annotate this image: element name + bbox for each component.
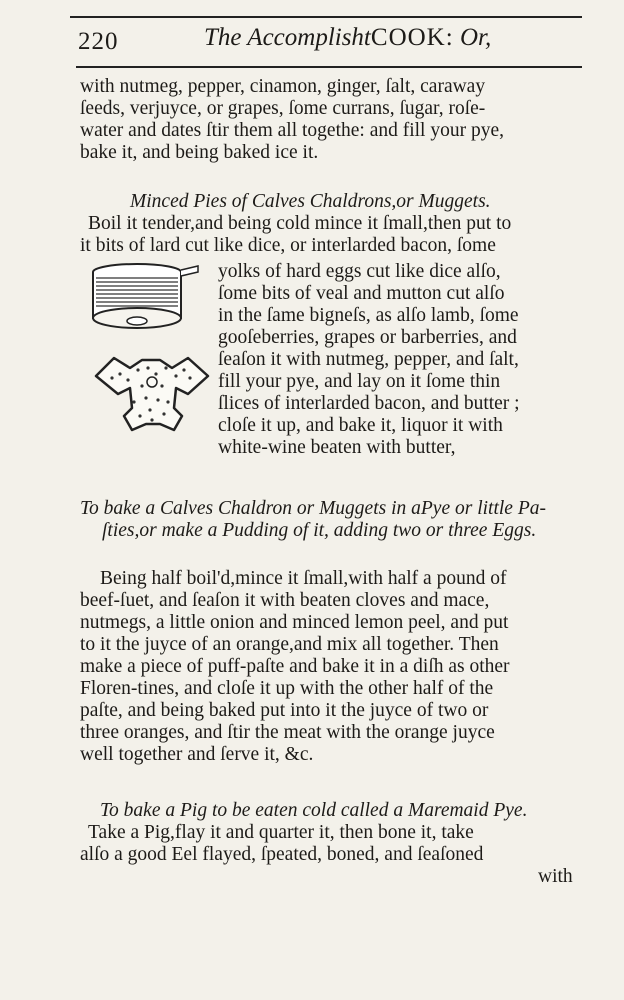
running-title-end: Or, xyxy=(459,24,492,51)
text-line: in the ſame bigneſs, as alſo lamb, ſome xyxy=(218,305,519,326)
text-line: with nutmeg, pepper, cinamon, ginger, ſalt, caraway xyxy=(80,76,486,97)
text-line: gooſeberries, grapes or barberries, and xyxy=(218,327,517,348)
text-line: ſlices of interlarded bacon, and butter ; xyxy=(218,393,520,414)
text-line: yolks of hard eggs cut like dice alſo, xyxy=(218,261,501,282)
recipe-heading: Minced Pies of Calves Chaldrons,or Muggets. xyxy=(130,191,491,212)
text-line: fill your pye, and lay on it ſome thin xyxy=(218,371,501,392)
header-rule xyxy=(76,66,582,68)
text-line: to it the juyce of an orange,and mix all together. Then xyxy=(80,634,499,655)
running-title xyxy=(204,24,491,52)
recipe-heading: ſties,or make a Pudding of it, adding two or three Eggs. xyxy=(102,520,537,541)
text-line: make a piece of puff-paſte and bake it in a diſh as other xyxy=(80,656,510,677)
top-rule xyxy=(70,16,582,18)
text-line: three oranges, and ſtir the meat with the orange juyce xyxy=(80,722,495,743)
text-line: Take a Pig,flay it and quarter it, then bone it, take xyxy=(88,822,474,843)
pie-mould-illustration xyxy=(82,262,202,336)
recipe-heading: To bake a Pig to be eaten cold called a Maremaid Pye. xyxy=(100,800,528,821)
running-header xyxy=(78,24,578,60)
text-line: cloſe it up, and bake it, liquor it with xyxy=(218,415,503,436)
text-line: bake it, and being baked ice it. xyxy=(80,142,319,163)
text-line: alſo a good Eel flayed, ſpeated, boned, and ſeaſoned xyxy=(80,844,484,865)
text-line: paſte, and being baked put into it the juyce of two or xyxy=(80,700,489,721)
page-number: 220 xyxy=(78,28,119,55)
text-line: nutmegs, a little onion and minced lemon peel, and put xyxy=(80,612,509,633)
text-line: Floren-tines, and cloſe it up with the other half of the xyxy=(80,678,494,699)
text-line: well together and ſerve it, &c. xyxy=(80,744,314,765)
text-line: beef-ſuet, and ſeaſon it with beaten cloves and mace, xyxy=(80,590,490,611)
recipe-heading: To bake a Calves Chaldron or Muggets in aPye or little Pa- xyxy=(80,498,546,519)
text-line: ſome bits of veal and mutton cut alſo xyxy=(218,283,505,304)
text-line: white-wine beaten with butter, xyxy=(218,437,456,458)
text-line: ſeaſon it with nutmeg, pepper, and ſalt, xyxy=(218,349,519,370)
text-line: it bits of lard cut like dice, or interlarded bacon, ſome xyxy=(80,235,496,256)
text-line: Being half boil'd,mince it ſmall,with half a pound of xyxy=(100,568,507,589)
ornamental-pie-illustration xyxy=(90,346,220,446)
running-title-caps: COOK: xyxy=(370,24,454,51)
text-line: ſeeds, verjuyce, or grapes, ſome currans, ſugar, roſe- xyxy=(80,98,486,119)
running-title-italic: The Accomplisht xyxy=(204,24,371,51)
text-line: Boil it tender,and being cold mince it ſmall,then put to xyxy=(88,213,512,234)
text-line: water and dates ſtir them all togethe: and fill your pye, xyxy=(80,120,504,141)
catchword: with xyxy=(538,866,573,887)
